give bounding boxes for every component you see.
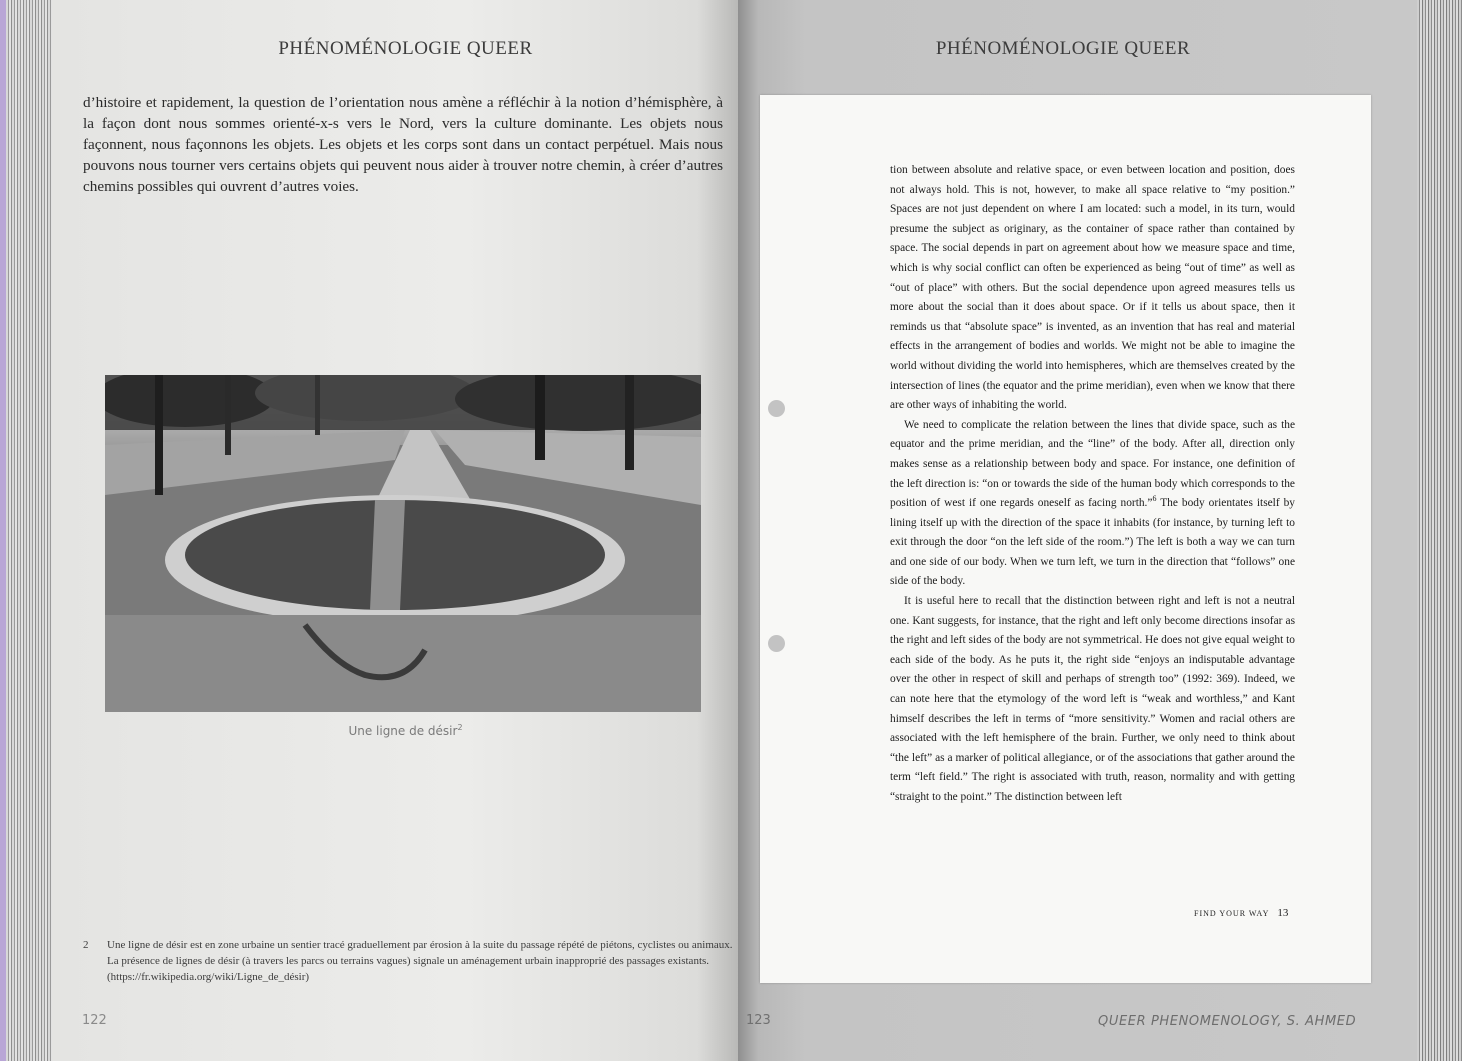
right-running-head: PHÉNOMÉNOLOGIE QUEER	[935, 38, 1191, 59]
caption-note-mark: 2	[457, 723, 463, 732]
scan-note-mark: 6	[1152, 494, 1157, 504]
scanned-page	[760, 95, 1371, 983]
right-page-edges	[1417, 0, 1462, 1061]
right-folio: 123	[746, 1013, 771, 1028]
footnote	[83, 937, 743, 985]
left-running-head: PHÉNOMÉNOLOGIE QUEER	[278, 38, 533, 59]
scan-footer	[1194, 907, 1288, 919]
scan-footer-page: 13	[1277, 907, 1289, 919]
scan-paragraph-2-after: The body orientates itself by lining itself up with the direction of the space it inhabits (for instance, by turning left to exit through the door “on the left side of the room.”) The left is both a way we can turn and one side of our body. When we turn left, we turn in the direction that “follows” one side of the body.	[890, 497, 1295, 588]
footnote-text: Une ligne de désir est en zone urbaine un sentier tracé graduellement par érosion à la suite du passage répété de piétons, cyclistes ou animaux. La présence de lignes de désir (à travers les parcs ou terrains vagues) signale un aménagement urbain inapproprié des passages existants. (https://fr.wikipedia.org/wiki/Ligne_de_désir)	[107, 939, 733, 983]
scan-paragraph-1: tion between absolute and relative space, or even between location and position, does not always hold. This is not, however, to make all space relative to “my position.” Spaces are not just dependent on where I am located: such a model, in its turn, would presume the subject as originary, as the container of space rather than contained by space. The social depends in part on agreement about how we measure space and time, which is why social conflict can often be experienced as being “out of time” as well as “out of place” with others. But the social dependence upon agreed measures tells us more about the social than it does about space. Or if it tells us about space, then it reminds us that “absolute space” is invented, as an invention that has real and material effects in the arrangement of bodies and worlds. We might not be able to imagine the world without dividing the world into hemispheres, which are themselves created by the intersection of lines (the equator and the prime meridian), even when we know that there are other ways of inhabiting the world.	[890, 164, 1295, 412]
caption-text: Une ligne de désir	[348, 724, 458, 738]
punch-hole-bottom	[768, 635, 785, 652]
right-page	[738, 0, 1417, 1061]
left-page-edges	[0, 0, 52, 1061]
scan-paragraph-3: It is useful here to recall that the distinction between right and left is not a neutral one. Kant suggests, for instance, that the right and left only become directions insofar as the right and left sides of the body are not symmetrical. He does not give equal weight to each side of the body. As he puts it, the right side “enjoys an indisputable advantage over the other in respect of skill and perhaps of strength too” (1992: 369). Indeed, we can note here that the etymology of the word left is “weak and worthless,” and Kant himself describes the left in terms of “more sensitivity.” Women and racial others are associated with the left hemisphere of the brain. Further, we only need to think about “the left” as a marker of political allegiance, or of the associations that gather around the term “left field.” The right is associated with truth, reason, normality and with getting “straight to the point.” The distinction between left	[890, 595, 1295, 803]
book-credit: QUEER PHENOMENOLOGY, S. AHMED	[1098, 1014, 1357, 1029]
desire-path-photo	[105, 375, 701, 712]
punch-hole-top	[768, 400, 785, 417]
purple-edge	[0, 0, 6, 1061]
park-photo-illustration	[105, 375, 701, 712]
scan-footer-label: FIND YOUR WAY	[1194, 909, 1270, 918]
left-folio: 122	[82, 1013, 107, 1028]
scanned-text	[890, 161, 1295, 808]
left-body-text: d’histoire et rapidement, la question de l’orientation nous amène a réfléchir à la notion d’hémisphère, à la façon dont nous sommes orienté-x-s vers le Nord, vers la culture dominante. Les objets nous façonnent, nous façonnons les objets. Les objets et les corps sont dans un contact perpétuel. Mais nous pouvons nous tourner vers certains objets qui peuvent nous aider à trouver notre chemin, à créer d’autres chemins possibles qui ouvrent d’autres voies.	[83, 94, 723, 195]
scan-paragraph-2-before: We need to complicate the relation between the lines that divide space, such as the equator and the prime meridian, and the “line” of the body. After all, direction only makes sense as a relationship between body and space. For instance, one definition of the left direction is: “on or towards the side of the human body which corresponds to the position of west if one regards oneself as facing north.”	[890, 418, 1295, 510]
photo-caption	[52, 724, 759, 738]
footnote-number: 2	[83, 939, 89, 951]
scan-paragraph-2	[890, 416, 1295, 592]
left-page	[52, 0, 738, 1061]
